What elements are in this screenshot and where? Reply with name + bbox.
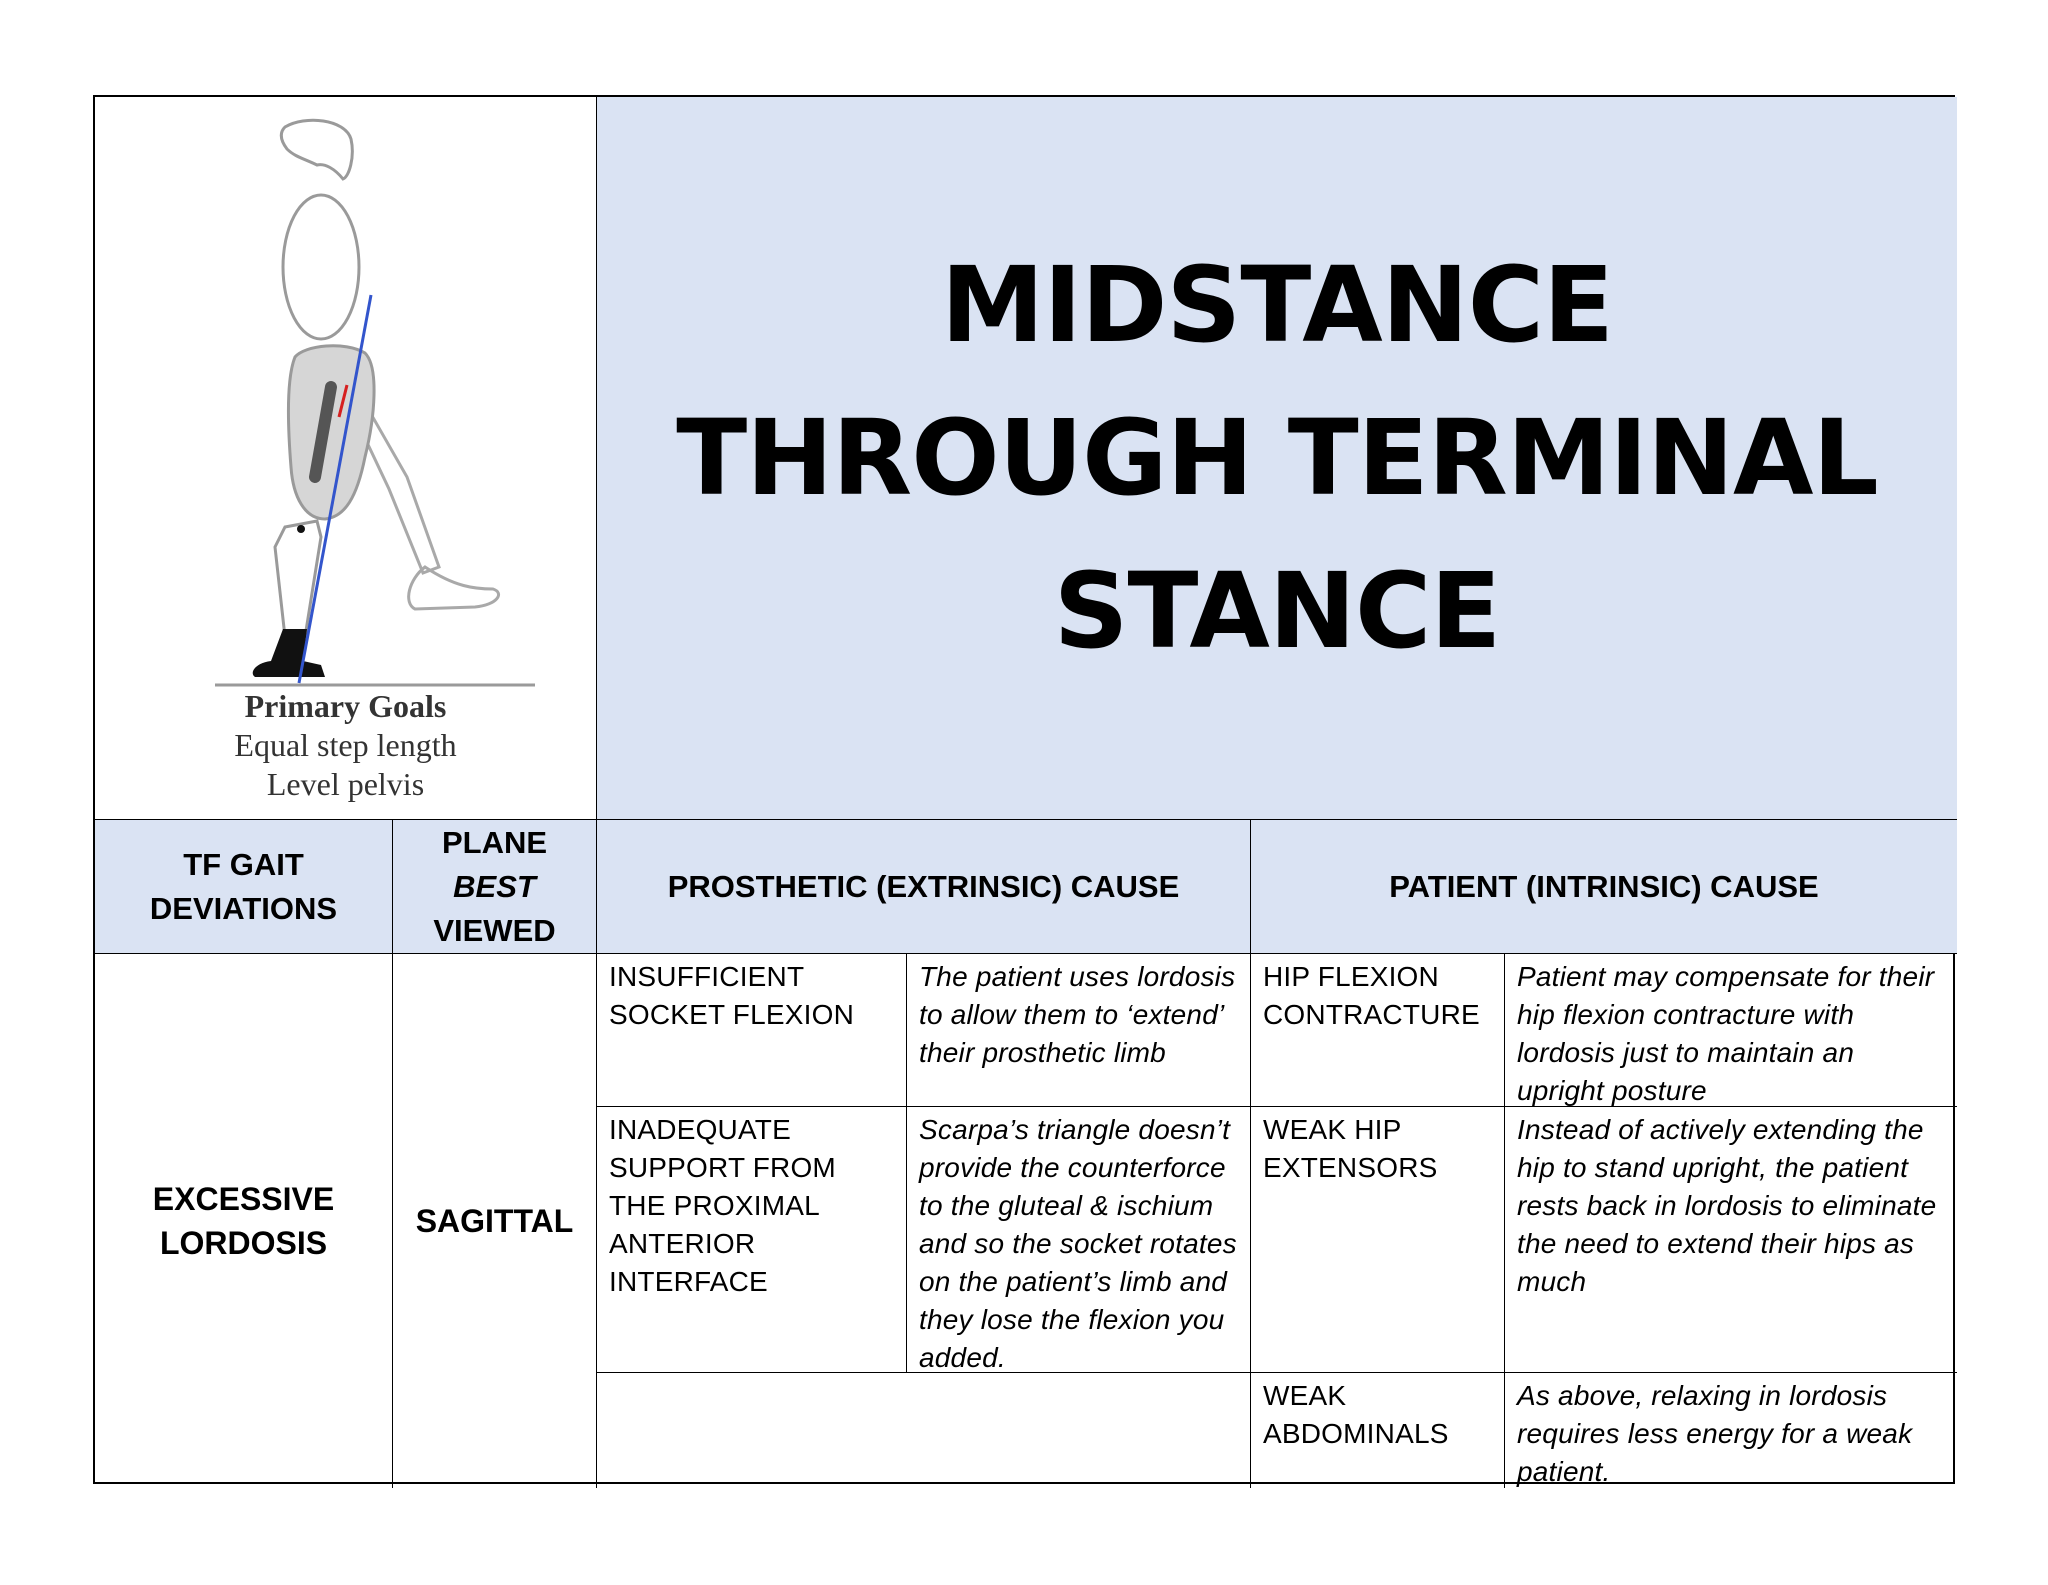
caption-line-2: Level pelvis	[266, 766, 425, 802]
patient-explanation-1: Patient may compensate for their hip flexion contracture with lordosis just to maintain an upright posture	[1505, 954, 1957, 1107]
caption-line-1: Equal step length	[234, 727, 457, 763]
header-plane-line-1: PLANE	[441, 824, 548, 860]
patient-cause-3: WEAK ABDOMINALS	[1251, 1373, 1505, 1488]
header-prosthetic-label: PROSTHETIC (EXTRINSIC) CAUSE	[667, 868, 1180, 904]
title-line-3: STANCE	[1053, 549, 1501, 672]
gait-deviation-sheet	[93, 95, 1955, 1487]
prosthetic-cause-2: INADEQUATE SUPPORT FROM THE PROXIMAL ANTERIOR INTERFACE	[597, 1107, 907, 1373]
knee-joint	[297, 525, 305, 533]
patient-cause-1: HIP FLEXION CONTRACTURE	[1251, 954, 1505, 1107]
title-line-2: THROUGH TERMINAL	[676, 396, 1878, 519]
prosthetic-explanation-2: Scarpa’s triangle doesn’t provide the counterforce to the gluteal & ischium and so the socket rotates on the patient’s limb and they lose the flexion you added.	[907, 1107, 1251, 1373]
deviation-table	[93, 95, 1955, 1487]
figure-caption	[95, 687, 596, 804]
header-plane-line-3: VIEWED	[433, 912, 556, 948]
head-outline	[281, 120, 352, 179]
header-deviations-line-1: TF GAIT	[183, 846, 304, 882]
socket-outline	[288, 346, 374, 519]
deviation-cell	[95, 954, 393, 1488]
patient-explanation-2: Instead of actively extending the hip to stand upright, the patient rests back in lordosis to eliminate the need to extend their hips as much	[1505, 1107, 1957, 1373]
gait-figure-illustration	[175, 117, 535, 697]
prosthetic-explanation-1: The patient uses lordosis to allow them to ‘extend’ their prosthetic limb	[907, 954, 1251, 1107]
header-plane	[393, 820, 597, 954]
patient-explanation-3: As above, relaxing in lordosis requires less energy for a weak patient.	[1517, 1380, 1913, 1487]
header-patient-label: PATIENT (INTRINSIC) CAUSE	[1389, 868, 1819, 904]
header-plane-line-2: BEST	[453, 868, 536, 904]
header-prosthetic-cause	[597, 820, 1251, 954]
title-panel	[597, 97, 1957, 820]
patient-cause-2: WEAK HIP EXTENSORS	[1251, 1107, 1505, 1373]
plane-cell	[393, 954, 597, 1488]
deviation-line-2: LORDOSIS	[159, 1225, 328, 1261]
prosthetic-cause-1: INSUFFICIENT SOCKET FLEXION	[597, 954, 907, 1107]
header-patient-cause	[1251, 820, 1957, 954]
caption-title: Primary Goals	[244, 688, 447, 724]
header-deviations	[95, 820, 393, 954]
plane-value: SAGITTAL	[415, 1203, 574, 1239]
figure-panel	[95, 97, 597, 820]
prosthetic-foot	[253, 629, 325, 677]
prosthetic-cause-3	[597, 1373, 1251, 1488]
header-deviations-line-2: DEVIATIONS	[149, 890, 338, 926]
page-title	[676, 229, 1878, 688]
deviation-line-1: EXCESSIVE	[152, 1181, 335, 1217]
title-line-1: MIDSTANCE	[940, 243, 1614, 366]
prosthetic-shank	[275, 521, 321, 637]
torso-outline	[283, 195, 359, 339]
